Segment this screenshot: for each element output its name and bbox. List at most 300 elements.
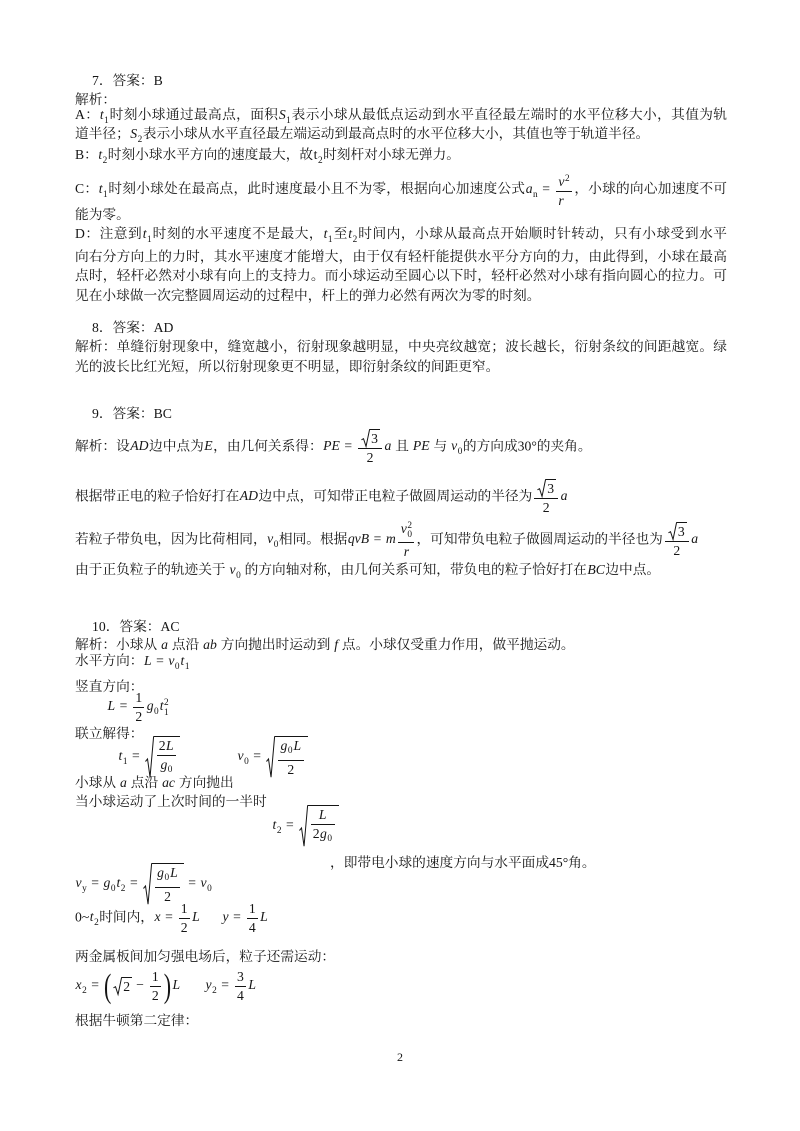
math-variable [348, 531, 369, 546]
math-variable-symbol: g [160, 756, 168, 772]
text-run: B： [75, 147, 98, 163]
math-variable-symbol: v [75, 875, 82, 891]
fraction-denominator [235, 987, 246, 1004]
fraction-numerator [179, 901, 190, 919]
math-subscript: 0 [110, 883, 116, 894]
line-content [237, 736, 308, 779]
math-variable [384, 438, 391, 453]
q9-analysis-line-3 [75, 518, 699, 562]
math-square-root [113, 977, 132, 995]
fraction-denominator [534, 499, 558, 516]
text-run: ，由几何关系得： [213, 438, 323, 454]
math-variable [386, 531, 396, 546]
text-run: A： [75, 107, 100, 123]
math-fraction [556, 171, 572, 209]
math-variable [587, 562, 605, 577]
math-subscript: 1 [103, 189, 108, 200]
math-variable [159, 698, 169, 718]
math-variable [166, 738, 174, 753]
fraction-numerator [155, 865, 181, 889]
radical-sign-icon [266, 736, 275, 779]
math-variable [319, 807, 327, 822]
math-variable [89, 909, 99, 928]
q8-answer-heading: 8．答案：AD [92, 319, 174, 335]
math-variable [162, 775, 175, 790]
math-variable [75, 875, 87, 894]
fraction-numerator [556, 171, 572, 192]
math-operator: = [119, 698, 128, 714]
math-variable-symbol: r [558, 193, 564, 208]
math-subscript: 1 [327, 234, 333, 245]
line-content [75, 651, 190, 677]
q10-field-line [75, 946, 335, 966]
math-subscript: n [533, 189, 538, 200]
q10-answer-heading: 10．答案：AC [92, 618, 180, 634]
math-variable-symbol: L [170, 864, 178, 880]
math-variable-symbol: PE [323, 438, 340, 454]
fraction-denominator [665, 542, 689, 559]
q9-answer-heading: 9．答案：BC [92, 405, 172, 421]
math-square-root [266, 736, 308, 779]
math-variable [293, 738, 301, 753]
text-run: 小球从 [75, 774, 120, 790]
text-run: 2 [135, 708, 143, 724]
math-fraction [311, 807, 335, 848]
math-variable-symbol: v [168, 653, 175, 669]
math-subscript: 2 [82, 985, 87, 996]
math-operator: = [285, 817, 294, 833]
math-operator: = [129, 875, 138, 891]
text-run: 时刻小球通过最高点，面积 [109, 107, 279, 123]
math-variable-symbol: v [400, 520, 407, 536]
math-variable-symbol: t [323, 226, 328, 242]
math-subscript: 1 [122, 756, 128, 767]
math-variable [278, 107, 291, 126]
text-run: 解析：单缝衍射现象中，缝宽越小，衍射现象越明显，中央亮纹越宽；波长越长，衍射条纹的间距越宽。绿 [75, 338, 727, 354]
math-subscript: 0 [287, 746, 293, 757]
line-content [75, 479, 568, 516]
fraction-numerator [278, 738, 304, 762]
math-operator: = [344, 438, 353, 454]
math-variable-symbol: a [560, 488, 568, 504]
text-run: 0~ [75, 909, 90, 925]
text-run: 向右分方向上的力时，其水平速度才能增大，由于仅有轻杆能提供水平分方向的力，由此得到，小球在最高 [75, 248, 727, 264]
text-run: 2 [287, 762, 295, 778]
math-variable [280, 737, 293, 757]
text-run: 1 [248, 900, 256, 916]
math-variable-symbol: a [525, 181, 533, 197]
math-variable-symbol: t [118, 748, 123, 764]
line-content [75, 171, 727, 209]
math-variable [203, 637, 217, 652]
math-variable-symbol: L [172, 977, 181, 993]
close-paren: ) [163, 965, 172, 1005]
math-variable [267, 531, 279, 550]
math-variable [558, 174, 569, 189]
radical-sign [266, 736, 275, 779]
line-content [75, 337, 727, 356]
math-variable [170, 865, 178, 880]
text-run: 解析： [75, 91, 117, 107]
math-variable [223, 909, 229, 924]
math-variable-symbol: a [691, 531, 699, 547]
line-content [222, 901, 268, 936]
text-run: 2 [542, 499, 550, 515]
fraction-denominator [247, 919, 258, 936]
math-variable-symbol: t [142, 226, 147, 242]
math-subscript: 1 [286, 115, 291, 126]
math-operator: = [165, 909, 173, 925]
fraction-numerator [665, 522, 689, 542]
radical-sign-icon [668, 522, 677, 540]
math-variable-symbol: x [154, 909, 161, 925]
math-variable-symbol: BC [587, 562, 605, 578]
math-variable [98, 181, 108, 200]
math-variable [404, 544, 409, 559]
q7-option-c-line-1 [75, 168, 727, 212]
math-subscript: 0 [244, 756, 249, 767]
fraction-denominator [133, 708, 144, 725]
radicand [308, 805, 339, 848]
line-content [75, 792, 267, 811]
math-variable [413, 438, 430, 453]
text-run: 的方向成30°的夹角。 [462, 438, 592, 454]
math-variable-symbol: t [348, 226, 353, 242]
math-superscript: 2 [565, 174, 570, 184]
math-variable-symbol: t [98, 147, 103, 163]
math-fraction [133, 690, 144, 725]
math-variable-symbol: g [146, 698, 154, 714]
radical-sign [299, 805, 308, 848]
math-variable [348, 226, 358, 245]
text-run: 4 [248, 919, 256, 935]
math-parentheses [103, 965, 172, 1005]
math-variable-symbol: m [385, 531, 396, 547]
q9-analysis-line-2 [75, 475, 568, 519]
line-content [330, 853, 596, 872]
line-content [75, 266, 727, 285]
q7-answer-heading: 7．答案：B [92, 72, 163, 88]
text-run: ，即带电小球的速度方向与水平面成45°角。 [330, 854, 596, 870]
line-content [75, 247, 727, 266]
q7-option-d-line-2 [75, 246, 727, 266]
text-run: 边中点，可知带正电粒子做圆周运动的半径为 [258, 488, 533, 504]
math-variable [173, 977, 181, 992]
text-run: 与 [430, 438, 451, 454]
fraction-numerator [247, 901, 258, 919]
math-variable [180, 653, 190, 672]
math-variable-symbol: S [278, 107, 286, 123]
math-variable-symbol: y [205, 977, 212, 993]
math-variable [192, 909, 200, 924]
math-operator: = [253, 748, 261, 764]
math-variable-symbol: g [320, 825, 327, 841]
text-run: 根据牛顿第二定律： [75, 1012, 199, 1028]
math-variable [200, 875, 212, 894]
math-subscript: 0 [327, 834, 333, 845]
text-run: 的方向轴对称，由几何关系可知，带负电的粒子恰好打在 [241, 562, 587, 578]
math-variable [108, 698, 116, 713]
radicand [677, 522, 687, 540]
math-variable [451, 438, 463, 457]
text-run: 水平方向： [75, 653, 144, 669]
q10-y-equation [222, 896, 268, 940]
text-run: 2 [366, 449, 374, 465]
math-operator: = [221, 977, 229, 993]
math-subscript: 2 [137, 134, 143, 145]
math-operator: = [91, 875, 99, 891]
math-variable [130, 126, 143, 145]
math-variable [142, 226, 152, 245]
radicand [370, 429, 380, 447]
math-variable-symbol: g [157, 864, 165, 880]
fraction-numerator [534, 479, 558, 499]
math-variable [323, 438, 340, 453]
text-run: 表示小球从最低点运动到水平直径最左端时的水平位移大小，其值为轨 [291, 107, 727, 123]
math-variable [272, 817, 282, 836]
math-variable-symbol: L [293, 737, 302, 753]
math-superscript: 2 [407, 520, 412, 531]
math-fraction [179, 901, 190, 936]
text-run: 时刻小球水平方向的速度最大，故 [107, 147, 314, 163]
math-variable-symbol: AD [239, 488, 259, 504]
math-scripts [164, 699, 169, 718]
math-variable-symbol: a [161, 636, 168, 652]
text-run: 时刻小球处在最高点，此时速度最小且不为零，根据向心加速度公式 [108, 181, 526, 197]
math-variable-symbol: g [103, 875, 111, 891]
math-variable-symbol: v [267, 531, 274, 547]
line-content [75, 286, 540, 305]
q9-analysis-line-4 [75, 563, 660, 583]
math-fraction [235, 969, 246, 1004]
q10-x-equation [75, 896, 200, 940]
line-content [75, 560, 660, 586]
math-variable [525, 181, 538, 200]
math-variable-symbol: a [384, 438, 392, 454]
line-content [75, 145, 460, 171]
text-run: 且 [391, 438, 413, 454]
radical-sign-icon [361, 429, 370, 447]
math-variable [99, 107, 109, 126]
text-run: 3 [677, 523, 685, 539]
radical-sign-icon [113, 977, 122, 995]
q8-analysis-line-1 [75, 336, 727, 356]
text-run: 当小球运动了上次时间的一半时 [75, 793, 267, 809]
math-variable [168, 653, 180, 672]
text-run: 2 [158, 737, 166, 753]
math-variable-symbol: v [200, 875, 207, 891]
math-variable [240, 488, 258, 503]
text-run: 边中点。 [605, 562, 661, 578]
fraction-numerator [358, 429, 382, 449]
fraction-numerator [133, 690, 144, 708]
q7-option-a-line-2 [75, 127, 649, 147]
math-variable-symbol: v [558, 174, 565, 189]
math-subscript: 1 [164, 707, 169, 718]
fraction-numerator [398, 521, 414, 543]
math-variable [154, 909, 160, 924]
math-variable-symbol: a [120, 774, 127, 790]
math-fraction [278, 738, 304, 779]
radical-sign [537, 479, 546, 497]
q10-half-time-line [75, 791, 267, 811]
line-content [75, 1011, 198, 1030]
math-subscript: 0 [154, 706, 159, 717]
text-run: 2 [123, 979, 131, 994]
math-square-root [361, 429, 380, 447]
math-variable [118, 748, 128, 767]
math-subscript: 0 [236, 570, 241, 581]
q10-x2-equation [75, 964, 181, 1008]
math-fraction [150, 969, 161, 1004]
math-subscript: 2 [352, 234, 358, 245]
math-variable-symbol: t [313, 147, 318, 163]
math-subscript: 0 [164, 873, 170, 884]
math-subscript: 2 [276, 825, 282, 836]
math-variable [205, 977, 217, 996]
math-operator: = [373, 531, 382, 547]
q7-option-b-line [75, 148, 460, 168]
text-run: 相同。根据 [278, 531, 348, 547]
q10-throw-ac-line [75, 772, 234, 792]
text-run: 2 [312, 825, 320, 841]
math-subscript: 1 [184, 661, 190, 672]
line-content [272, 805, 339, 848]
math-variable-symbol: L [248, 977, 256, 993]
math-variable [103, 875, 116, 894]
math-variable-symbol: f [334, 636, 338, 652]
radicand [275, 736, 308, 779]
math-subscript: 0 [167, 765, 173, 776]
math-variable [229, 562, 241, 581]
text-run: 若粒子带负电，因为比荷相同， [75, 531, 267, 547]
math-variable-symbol: L [107, 698, 116, 714]
page-number: 2 [397, 1050, 403, 1064]
line-content [205, 969, 256, 1004]
math-variable [691, 531, 698, 546]
text-run: 光的波长比红光短，所以衍射现象更不明显，即衍射条纹的间距更窄。 [75, 358, 500, 374]
math-variable-symbol: ab [203, 636, 217, 652]
math-variable-symbol: t [98, 181, 103, 197]
math-operator: = [188, 875, 197, 891]
math-subscript: 0 [457, 446, 463, 457]
text-run: 3 [371, 430, 378, 446]
q7-option-d-line-4 [75, 285, 540, 305]
line-content [75, 947, 335, 966]
math-variable [146, 698, 159, 717]
text-run: 由于正负粒子的轨迹关于 [75, 562, 229, 578]
line-content [75, 429, 592, 466]
fraction-denominator [278, 761, 304, 778]
math-variable-symbol: t [159, 698, 164, 714]
q10-newton-line [75, 1010, 198, 1030]
text-run: 能为零。 [75, 206, 130, 222]
math-operator: = [131, 748, 140, 764]
math-operator: = [542, 181, 550, 197]
math-variable-symbol: g [280, 737, 288, 753]
text-run: 点沿 [168, 636, 203, 652]
line-content [75, 901, 200, 936]
fraction-denominator [398, 543, 414, 560]
line-content [75, 521, 699, 560]
fraction-denominator [311, 825, 335, 848]
math-variable-symbol: t [272, 817, 277, 833]
text-run: 时间内，小球从最高点开始顺时针转动，只有小球受到水平 [357, 226, 727, 242]
math-variable [313, 147, 323, 166]
text-run: 时刻杆对小球无弹力。 [323, 147, 460, 163]
math-subscript: 1 [104, 115, 109, 126]
text-run: 联立解得： [75, 725, 144, 741]
q10-y2-equation [205, 964, 256, 1008]
text-run: 1 [135, 689, 143, 705]
radical-sign [113, 977, 122, 995]
math-square-root [537, 479, 556, 497]
radical-sign-icon [299, 805, 308, 848]
math-subscript: 2 [102, 155, 108, 166]
text-run: 3 [547, 480, 555, 496]
math-variable [161, 637, 168, 652]
math-variable-symbol: AD [130, 438, 149, 454]
text-run: 2 [673, 542, 681, 558]
radicand [546, 479, 556, 497]
paren-body [112, 969, 162, 1004]
text-run: 至 [333, 226, 348, 242]
math-subscript: 2 [120, 883, 126, 894]
math-variable-symbol: L [166, 737, 174, 753]
line-content [107, 690, 169, 725]
text-run: 见在小球做一次完整圆周运动的过程中，杆上的弹力必然有两次为零的时刻。 [75, 287, 541, 303]
fraction-numerator [150, 969, 161, 987]
math-variable-symbol: PE [412, 438, 430, 454]
q8-analysis-line-2 [75, 356, 499, 376]
math-variable [120, 775, 127, 790]
text-run: 方向抛出时运动到 [217, 636, 334, 652]
math-variable-symbol: x [75, 977, 82, 993]
math-variable [400, 520, 412, 540]
math-subscript: 2 [317, 155, 323, 166]
text-run: 1 [151, 968, 159, 984]
line-content [75, 357, 499, 376]
text-run: 时刻的水平速度不是最大， [152, 226, 324, 242]
text-run: 边中点为 [149, 438, 204, 454]
math-variable [237, 748, 249, 767]
q10-angle-note [330, 852, 596, 872]
math-subscript: 0 [207, 883, 212, 894]
fraction-denominator [556, 192, 572, 209]
q7-option-c-line-2 [75, 204, 130, 224]
text-run: 3 [236, 968, 244, 984]
radical-sign [668, 522, 677, 540]
math-variable-symbol: qvB [347, 531, 370, 547]
math-variable-symbol: t [89, 909, 94, 925]
math-variable [98, 147, 108, 166]
math-variable [334, 637, 338, 652]
math-subscript: 0 [407, 530, 412, 540]
math-variable-symbol: v [451, 438, 458, 454]
q10-v0-equation [237, 735, 308, 779]
math-operator: = [91, 977, 99, 993]
math-variable-symbol: L [143, 653, 152, 669]
text-run: ，小球的向心加速度不可 [574, 181, 727, 197]
math-scripts [407, 522, 412, 541]
text-run: 点沿 [127, 774, 162, 790]
text-run: 1 [180, 900, 188, 916]
fraction-numerator [311, 807, 335, 825]
math-variable-symbol: v [229, 562, 236, 578]
math-variable [561, 488, 568, 503]
math-subscript: 2 [212, 985, 217, 996]
math-variable-symbol: E [204, 438, 213, 454]
